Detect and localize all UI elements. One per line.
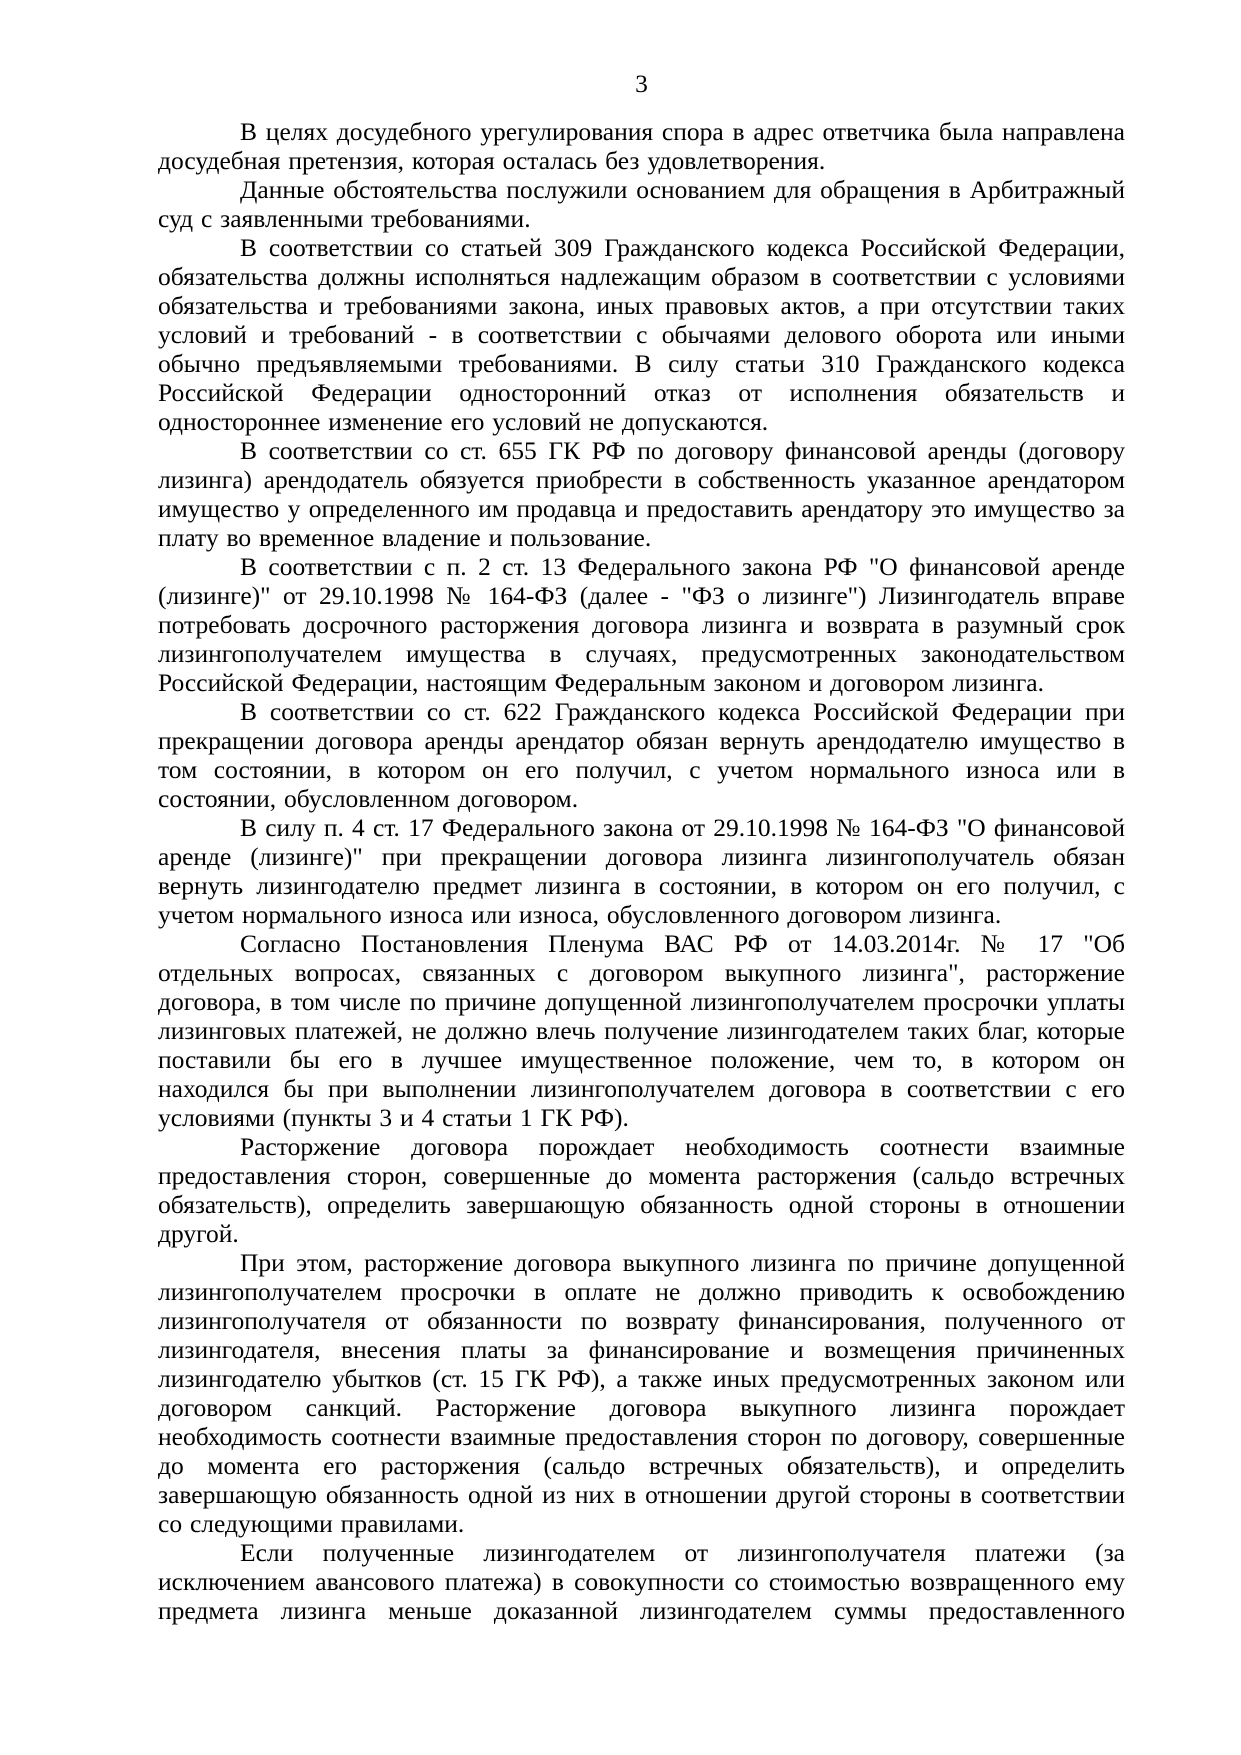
paragraph-6: В соответствии со ст. 622 Гражданского кодекса Российской Федерации при прекращении договора аренды арендатор обязан вернуть арендодателю имущество в том состоянии, в котором он его получил, с учетом нормального износа или в состоянии, обусловленном договором. <box>158 697 1125 813</box>
paragraph-1: В целях досудебного урегулирования спора в адрес ответчика была направлена досудебная претензия, которая осталась без удовлетворения. <box>158 117 1125 175</box>
paragraph-10: При этом, расторжение договора выкупного лизинга по причине допущенной лизингополучателем просрочки в оплате не должно приводить к освобождению лизингополучателя от обязанности по возврату финансирования, полученного от лизингодателя, внесения платы за финансирование и возмещения причиненных лизингодателю убытков (ст. 15 ГК РФ), а также иных предусмотренных законом или договором санкций. Расторжение договора выкупного лизинга порождает необходимость соотнести взаимные предоставления сторон по договору, совершенные до момента его расторжения (сальдо встречных обязательств), и определить завершающую обязанность одной из них в отношении другой стороны в соответствии со следующими правилами. <box>158 1248 1125 1538</box>
paragraph-4: В соответствии со ст. 655 ГК РФ по договору финансовой аренды (договору лизинга) арендодатель обязуется приобрести в собственность указанное арендатором имущество у определенного им продавца и предоставить арендатору это имущество за плату во временное владение и пользование. <box>158 436 1125 552</box>
paragraph-11: Если полученные лизингодателем от лизингополучателя платежи (за исключением авансового платежа) в совокупности со стоимостью возвращенного ему предмета лизинга меньше доказанной лизингодателем суммы предоставленного <box>158 1538 1125 1625</box>
paragraph-2: Данные обстоятельства послужили основанием для обращения в Арбитражный суд с заявленными требованиями. <box>158 175 1125 233</box>
paragraph-5: В соответствии с п. 2 ст. 13 Федерального закона РФ "О финансовой аренде (лизинге)" от 29.10.1998 № 164-ФЗ (далее - "ФЗ о лизинге") Лизингодатель вправе потребовать досрочного расторжения договора лизинга и возврата в разумный срок лизингополучателем имущества в случаях, предусмотренных законодательством Российской Федерации, настоящим Федеральным законом и договором лизинга. <box>158 552 1125 697</box>
paragraph-9: Расторжение договора порождает необходимость соотнести взаимные предоставления сторон, совершенные до момента расторжения (сальдо встречных обязательств), определить завершающую обязанность одной стороны в отношении другой. <box>158 1132 1125 1248</box>
paragraph-8: Согласно Постановления Пленума ВАС РФ от 14.03.2014г. № 17 "Об отдельных вопросах, связанных с договором выкупного лизинга", расторжение договора, в том числе по причине допущенной лизингополучателем просрочки уплаты лизинговых платежей, не должно влечь получение лизингодателем таких благ, которые поставили бы его в лучшее имущественное положение, чем то, в котором он находился бы при выполнении лизингополучателем договора в соответствии с его условиями (пункты 3 и 4 статьи 1 ГК РФ). <box>158 929 1125 1132</box>
document-body <box>158 117 1125 1625</box>
page-number: 3 <box>635 69 648 98</box>
paragraph-3: В соответствии со статьей 309 Гражданского кодекса Российской Федерации, обязательства должны исполняться надлежащим образом в соответствии с условиями обязательства и требованиями закона, иных правовых актов, а при отсутствии таких условий и требований - в соответствии с обычаями делового оборота или иными обычно предъявляемыми требованиями. В силу статьи 310 Гражданского кодекса Российской Федерации односторонний отказ от исполнения обязательств и одностороннее изменение его условий не допускаются. <box>158 233 1125 436</box>
paragraph-7: В силу п. 4 ст. 17 Федерального закона от 29.10.1998 № 164-ФЗ "О финансовой аренде (лизинге)" при прекращении договора лизинга лизингополучатель обязан вернуть лизингодателю предмет лизинга в состоянии, в котором он его получил, с учетом нормального износа или износа, обусловленного договором лизинга. <box>158 813 1125 929</box>
